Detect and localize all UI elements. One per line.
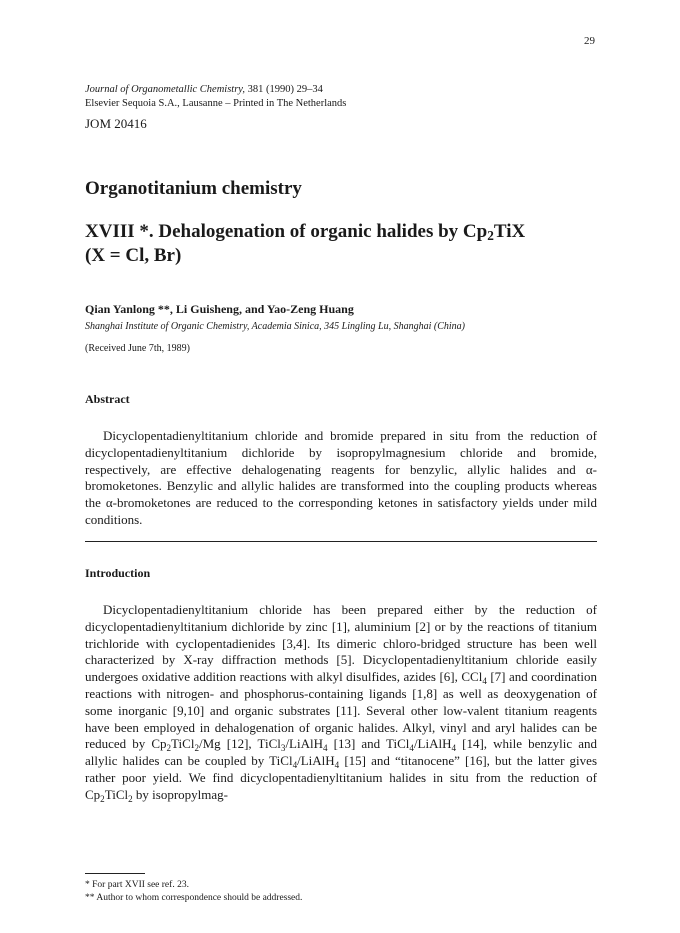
abstract-heading: Abstract	[85, 392, 130, 406]
section-divider	[85, 541, 597, 542]
intro-sub: 2	[194, 743, 199, 754]
introduction-heading: Introduction	[85, 566, 151, 580]
intro-seg: TiCl	[104, 786, 129, 802]
intro-sub: 4	[409, 743, 414, 754]
intro-sub: 4	[323, 743, 328, 754]
intro-seg: /LiAlH	[297, 753, 335, 769]
footnote-1: * For part XVII see ref. 23.	[85, 880, 189, 890]
author-list: Qian Yanlong **, Li Guisheng, and Yao-Zeng Huang	[85, 302, 354, 316]
intro-seg: /LiAlH	[413, 736, 452, 752]
subtitle-line2: (X = Cl, Br)	[85, 245, 182, 266]
intro-sub: 2	[100, 793, 105, 804]
subtitle-part1: XVIII *. Dehalogenation of organic halides by Cp	[85, 221, 488, 242]
affiliation: Shanghai Institute of Organic Chemistry, Academia Sinica, 345 Lingling Lu, Shanghai (China)	[85, 321, 465, 332]
intro-sub: 2	[128, 793, 133, 804]
journal-volume-pages: 381 (1990) 29–34	[245, 84, 323, 95]
intro-sub: 2	[166, 743, 172, 754]
footnote-2: ** Author to whom correspondence should be addressed.	[85, 893, 303, 903]
intro-seg: [14], while benzylic and allylic halides can be coupled by TiCl	[85, 736, 597, 769]
intro-seg: [15] and “titanocene” [16], but the latter gives rather poor yield. We find dicyclopentadienyltitanium halides in situ from the reduction of Cp	[85, 753, 597, 802]
intro-seg: by isopropylmag-	[132, 786, 228, 802]
article-subtitle	[85, 220, 605, 268]
intro-seg: /Mg [12], TiCl	[198, 736, 281, 752]
intro-sub: 4	[334, 760, 340, 771]
subtitle-part2: TiX	[493, 221, 526, 242]
journal-name: Journal of Organometallic Chemistry,	[85, 84, 246, 95]
journal-header	[85, 83, 346, 110]
intro-sub: 4	[292, 760, 298, 771]
footnotes	[85, 879, 302, 905]
intro-seg: /LiAlH	[285, 736, 323, 752]
intro-seg: [7] and coordination reactions with nitrogen- and phosphorus-containing ligands [1,8] as well as deoxygenation of some inorganic [9,10] and organic substrates [11]. Several other low-valent titanium reagents have been employed in dehalogenation of organic halides. Alkyl, vinyl and aryl halides can be reduced by Cp	[85, 669, 597, 752]
intro-seg: Dicyclopentadienyltitanium chloride has been prepared either by the reduction of dicyclopentadienyltitanium dichloride by zinc [1], aluminium [2] or by the reactions of titanium trichloride with cyclopentadienides [3,4]. Its dimeric chloro-bridged structure has been well characterized by X-ray diffraction methods [5]. Dicyclopentadienyltitanium chloride easily undergoes oxidative addition reactions with alkyl disulfides, azides [6], CCl	[85, 602, 597, 685]
footnote-divider	[85, 873, 145, 874]
introduction-text	[85, 602, 597, 804]
page-number: 29	[584, 35, 595, 47]
subtitle-subscript: 2	[487, 228, 494, 243]
intro-sub: 3	[280, 743, 286, 754]
intro-seg: TiCl	[171, 736, 195, 752]
intro-sub: 4	[482, 676, 487, 687]
intro-seg: [13] and TiCl	[327, 736, 410, 752]
abstract-text: Dicyclopentadienyltitanium chloride and bromide prepared in situ from the reduction of dicyclopentadienyltitanium dichloride by isopropylmagnesium chloride and bromide, respectively, are effective dehalogenating reagents for benzylic, allylic halides and α-bromoketones. Benzylic and allylic halides are transformed into the coupling products whereas the α-bromoketones are reduced to the corresponding ketones in satisfactory yields under mild conditions.	[85, 428, 597, 527]
journal-citation	[85, 83, 346, 97]
intro-sub: 4	[451, 743, 457, 754]
publisher-line: Elsevier Sequoia S.A., Lausanne – Printed in The Netherlands	[85, 97, 347, 109]
introduction-body	[85, 602, 597, 804]
received-date: (Received June 7th, 1989)	[85, 343, 190, 354]
article-title: Organotitanium chemistry	[85, 178, 302, 199]
jom-code: JOM 20416	[85, 116, 147, 131]
abstract-body	[85, 428, 597, 529]
